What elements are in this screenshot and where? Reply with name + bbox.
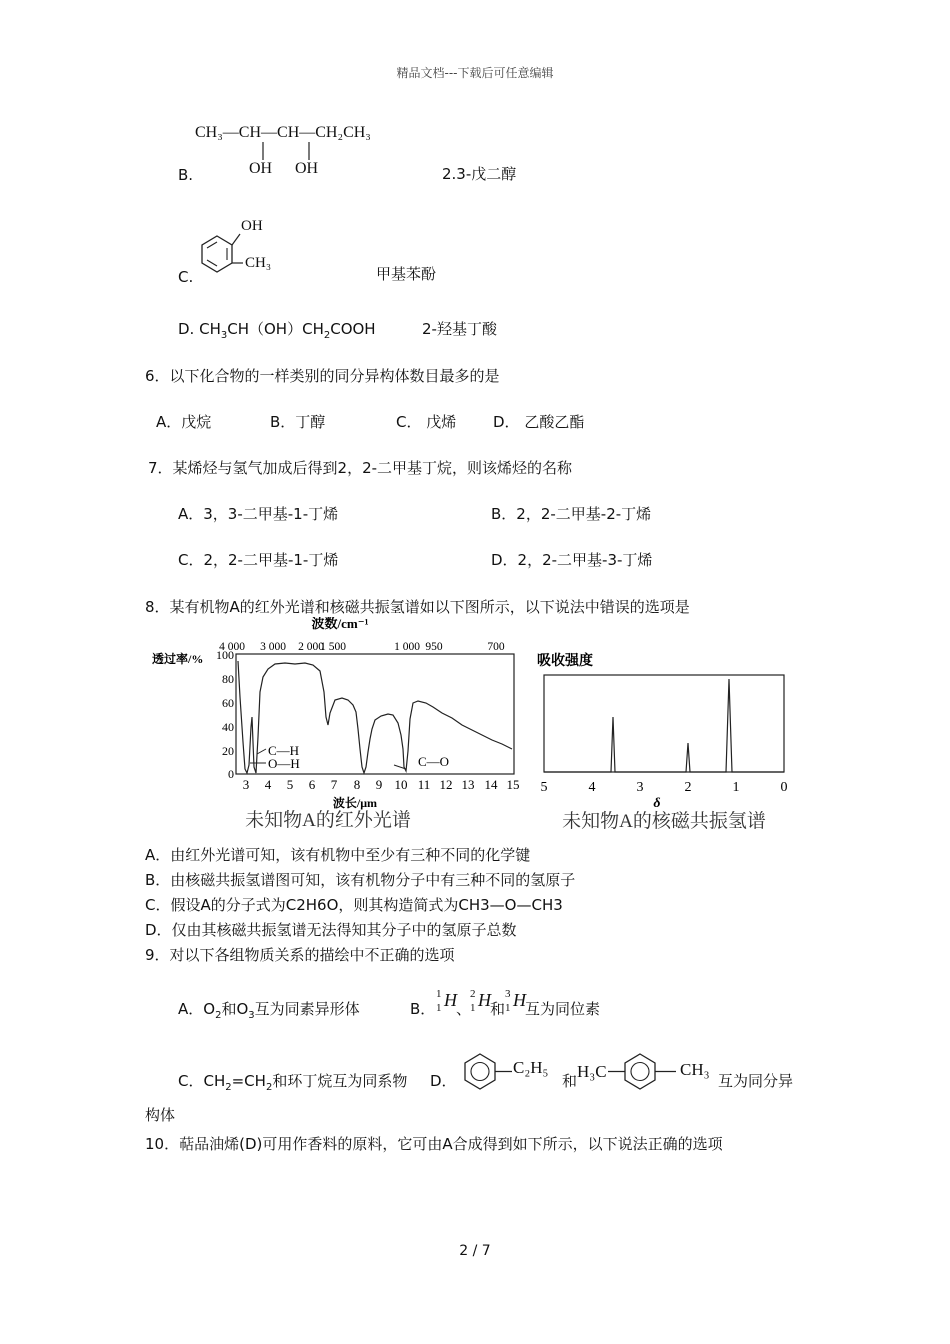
q7-option-c: C．2，2-二甲基-1-丁烯 [178,551,339,569]
nmr-x-title: δ [653,796,661,811]
q5-c-ring-structure [190,218,285,283]
ir-top-tick: 1 500 [320,641,346,653]
q5-b-oh1: OH [249,160,273,177]
ir-y-title: 透过率/% [152,652,204,666]
ir-y-tick: 100 [216,648,234,662]
q9-option-b-letter: B． [410,1000,436,1018]
q5-b-formula-main: CH₃—CH—CH—CH₂CH₃ [195,124,371,141]
q5-c-ch3: CH₃ [245,255,272,271]
q9-option-b-text: 互为同位素 [525,1000,601,1018]
q9-option-a: A．$O_2$和$O_3$互为同素异形体 [178,1000,360,1021]
ir-x-tick: 15 [506,777,520,792]
ir-x-title: 波长/μm [332,796,378,810]
q6-option-b: B．丁醇 [270,413,326,431]
nmr-x-tick: 2 [684,780,692,795]
ir-label-oh: O—H [268,756,300,771]
q7-stem: 7．某烯烃与氢气加成后得到2，2-二甲基丁烷，则该烯烃的名称 [148,459,573,477]
page-number: 2 / 7 [459,1243,491,1259]
ir-top-tick: 2 000 [298,641,324,653]
q9-option-b-sep2: 和 [490,1000,506,1018]
ir-y-tick: 20 [222,744,234,758]
page-header: 精品文档---下载后可任意编辑 [396,66,554,80]
q5-b-bonds [240,140,320,162]
q9-d-text: 互为同分异 [718,1072,794,1090]
q9-d-ch3: CH₃ [680,1060,710,1079]
ir-x-tick: 13 [461,777,475,792]
ir-y-tick: 80 [222,672,234,686]
isotope-h1: 1 1 H [436,988,457,1014]
nmr-x-tick: 0 [780,780,788,795]
nmr-x-tick: 3 [636,780,644,795]
q5-c-oh: OH [241,218,263,234]
xylene-ring-icon [608,1048,688,1092]
q9-option-b-sep1: 、 [456,1000,472,1018]
q8-option-a: A．由红外光谱可知，该有机物中至少有三种不同的化学键 [145,846,531,864]
q9-d-and: 和 [562,1072,578,1090]
nmr-plot-frame [544,675,784,772]
nmr-peaks [544,679,784,772]
ir-y-tick: 0 [228,767,234,781]
ir-x-tick: 10 [394,777,408,792]
q6-option-c: C． 戊烯 [396,413,457,431]
nmr-x-tick: 1 [732,780,740,795]
ir-x-tick: 14 [484,777,498,792]
ir-x-tick: 12 [439,777,453,792]
ir-x-tick: 5 [286,777,294,792]
q8-option-c: C．假设A的分子式为C2H6O，则其构造简式为CH3—O—CH3 [145,896,563,914]
ir-x-tick: 9 [375,777,383,792]
q5-d-name: 2-羟基丁酸 [422,320,497,338]
q9-option-c: C．$CH_2=CH_2$和环丁烷互为同系物 [178,1072,408,1093]
isotope-h2: 2 1 H [470,988,491,1014]
q7-option-a: A．3，3-二甲基-1-丁烯 [178,505,339,523]
ir-top-tick: 3 000 [260,641,286,653]
ir-spectrum-figure [150,617,530,835]
ir-y-tick: 60 [222,696,234,710]
ir-top-axis-title: 波数/cm⁻¹ [311,617,369,631]
q5-b-name: 2.3-戊二醇 [442,165,517,183]
q5-d-option: D. $CH_3CH(OH)CH_2COOH$ [178,320,376,341]
ir-y-tick: 40 [222,720,234,734]
nmr-x-tick: 5 [540,780,548,795]
ir-label-co: C—O [418,754,450,769]
q5-c-name: 甲基苯酚 [376,265,437,283]
ir-top-tick: 950 [425,641,443,653]
ir-top-tick: 700 [487,641,505,653]
q8-option-d: D．仅由其核磁共振氢谱无法得知其分子中的氢原子总数 [145,921,517,939]
ir-x-tick: 6 [308,777,316,792]
ir-x-tick: 4 [264,777,272,792]
nmr-caption: 未知物A的核磁共振氢谱 [562,811,766,832]
q9-d-h3c: H₃C [577,1062,607,1081]
q9-option-d-letter: D． [430,1072,457,1090]
ir-top-tick: 1 000 [394,641,420,653]
q8-option-b: B．由核磁共振氢谱图可知，该有机物分子中有三种不同的氢原子 [145,871,576,889]
q9-d-continuation: 构体 [145,1106,176,1124]
ir-x-tick: 11 [417,777,431,792]
nmr-x-tick: 4 [588,780,596,795]
q6-stem: 6．以下化合物的一样类别的同分异构体数目最多的是 [145,367,500,385]
q10-stem: 10．萜品油烯(D)可用作香料的原料，它可由A合成得到如下所示，以下说法正确的选项 [145,1135,723,1153]
nmr-y-title: 吸收强度 [537,654,593,669]
q5-b-letter: B. [178,166,194,184]
q9-stem: 9．对以下各组物质关系的描绘中不正确的选项 [145,946,455,964]
q9-d-c2h5: C₂H₅ [513,1058,549,1077]
ir-top-tick: 4 000 [219,641,245,653]
q5-c-letter: C. [178,268,194,286]
ir-label-ch: C—H [268,743,300,758]
q5-b-oh2: OH [295,160,319,177]
ir-x-tick: 7 [330,777,338,792]
nmr-spectrum-figure [532,639,794,839]
ir-x-tick: 8 [353,777,361,792]
q7-option-d: D．2，2-二甲基-3-丁烯 [491,551,653,569]
q6-option-d: D． 乙酸乙酯 [493,413,585,431]
isotope-h3: 3 1 H [505,988,526,1014]
q6-option-a: A．戊烷 [156,413,212,431]
q8-stem: 8．某有机物A的红外光谱和核磁共振氢谱如以下图所示，以下说法中错误的选项是 [145,598,690,616]
ir-x-tick: 3 [242,777,250,792]
ir-caption: 未知物A的红外光谱 [245,810,411,831]
q7-option-b: B．2，2-二甲基-2-丁烯 [491,505,652,523]
